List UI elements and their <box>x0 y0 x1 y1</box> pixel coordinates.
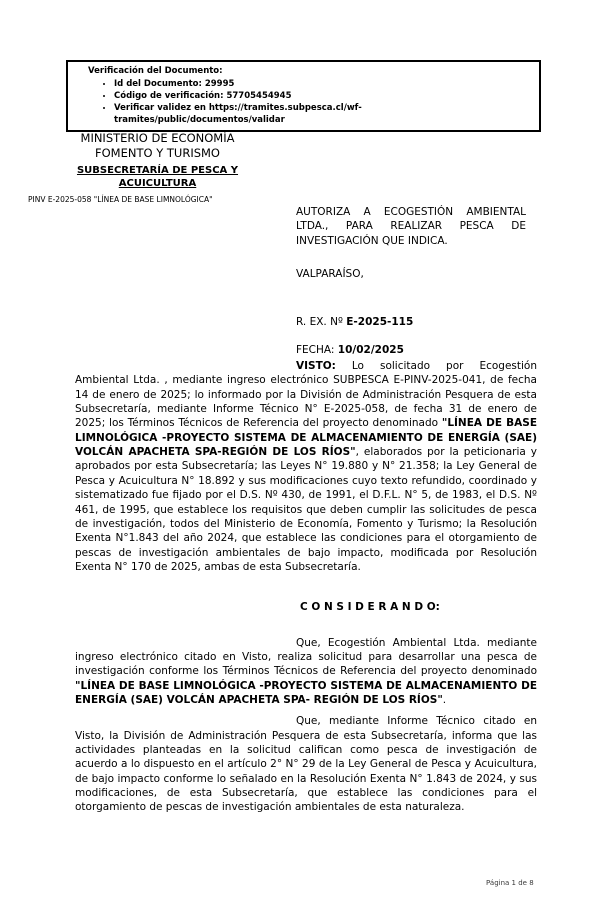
visto-paragraph <box>75 359 537 574</box>
ministry-line-1: MINISTERIO DE ECONOMÍA <box>80 131 235 145</box>
verification-title: Verificación del Documento: <box>88 66 223 76</box>
subject-text: AUTORIZA A ECOGESTIÓN AMBIENTAL LTDA., PARA REALIZAR PESCA DE INVESTIGACIÓN QUE INDICA. <box>296 206 526 247</box>
department-name <box>40 165 275 190</box>
title-block <box>296 205 526 357</box>
visto-text-before-project: Lo solicitado por Ecogestión Ambiental Ltda. , mediante ingreso electrónico SUBPESCA E-PINV-2025-041, de fecha 14 de enero de 2025; lo informado por la División de Administración Pesquera de esta Subsecretaría, mediante Informe Técnico N° E-2025-058, de fecha 31 de enero de 2025; los Términos Técnicos de Referencia del proyecto denominado <box>75 360 537 430</box>
verification-item-document-id: • Id del Documento: 29995 <box>114 78 531 90</box>
visto-project-title: "LÍNEA DE BASE LIMNOLÓGICA -PROYECTO SISTEMA DE ALMACENAMIENTO DE ENERGÍA (SAE) VOLCÁN APACHETA SPA-REGIÓN DE LOS RÍOS" <box>75 417 537 459</box>
considerando-paragraph-1 <box>75 636 537 708</box>
city-line: VALPARAÍSO, <box>296 268 364 281</box>
document-body <box>75 205 537 815</box>
ministry-line-2: FOMENTO Y TURISMO <box>95 145 220 160</box>
date-line <box>296 343 526 357</box>
date-value: 10/02/2025 <box>337 343 404 356</box>
considerando-p1-project-title: "LÍNEA DE BASE LIMNOLÓGICA -PROYECTO SISTEMA DE ALMACENAMIENTO DE ENERGÍA (SAE) VOLCÁN APACHETA SPA- REGIÓN DE LOS RÍOS" <box>75 679 537 706</box>
department-line-1: SUBSECRETARÍA DE PESCA Y <box>76 165 239 176</box>
resolution-prefix: R. EX. Nº <box>296 316 347 329</box>
date-prefix: FECHA: <box>296 343 338 356</box>
department-line-2: ACUICULTURA <box>118 177 197 189</box>
considerando-heading: C O N S I D E R A N D O: <box>300 601 440 614</box>
considerando-p1-before-project: Que, Ecogestión Ambiental Ltda. mediante ingreso electrónico citado en Visto, realiza solicitud para desarrollar una pesca de investigación conforme los Términos Técnicos de Referencia del proyecto denominado <box>75 636 537 678</box>
page-number: Página 1 de 8 <box>486 879 534 887</box>
visto-label: VISTO: <box>296 360 336 373</box>
visto-text-after-project: , elaborados por la peticionaria y aprobados por esta Subsecretaría; las Leyes N° 19.880 y N° 21.358; la Ley General de Pesca y Acuicultura N° 18.892 y sus modificaciones cuyo texto refundido, coordinado y sistematizado fue fijado por el D.S. Nº 430, de 1991, el D.F.L. N° 5, de 1983, el D.S. Nº 461, de 1995, que establece los requisitos que deben cumplir las solicitudes de pesca de investigación, todos del Ministerio de Economía, Fomento y Turismo; la Resolución Exenta N°1.843 del año 2024, que establece las condiciones para el otorgamiento de pescas de investigación ambientales de bajo impacto, modificada por Resolución Exenta N° 170 de 2025, ambas de esta Subsecretaría. <box>75 446 537 573</box>
verification-list <box>114 78 531 126</box>
project-reference: PINV E-2025-058 "LÍNEA DE BASE LIMNOLÓGICA" <box>28 195 213 204</box>
verification-item-code: • Código de verificación: 57705454945 <box>114 90 531 102</box>
verification-box <box>66 60 541 132</box>
verification-item-validate-url: • Verificar validez en https://tramites.subpesca.cl/wf-tramites/public/documentos/validar <box>114 102 531 126</box>
resolution-number: E-2025-115 <box>346 316 414 329</box>
considerando-p1-after-project: . <box>442 693 447 706</box>
considerando-paragraph-2: Que, mediante Informe Técnico citado en Visto, la División de Administración Pesquera de esta Subsecretaría, informa que las actividades planteadas en la solicitud califican como pesca de investigación de acuerdo a lo dispuesto en el artículo 2° N° 29 de la Ley General de Pesca y Acuicultura, de bajo impacto conforme lo señalado en la Resolución Exenta N° 1.843 de 2024, y sus modificaciones, de esta Subsecretaría, que establece las condiciones para el otorgamiento de pescas de investigación ambientales de esta naturaleza. <box>75 715 537 814</box>
ministry-name <box>40 131 275 160</box>
letterhead <box>40 131 275 190</box>
resolution-number-line <box>296 315 526 329</box>
